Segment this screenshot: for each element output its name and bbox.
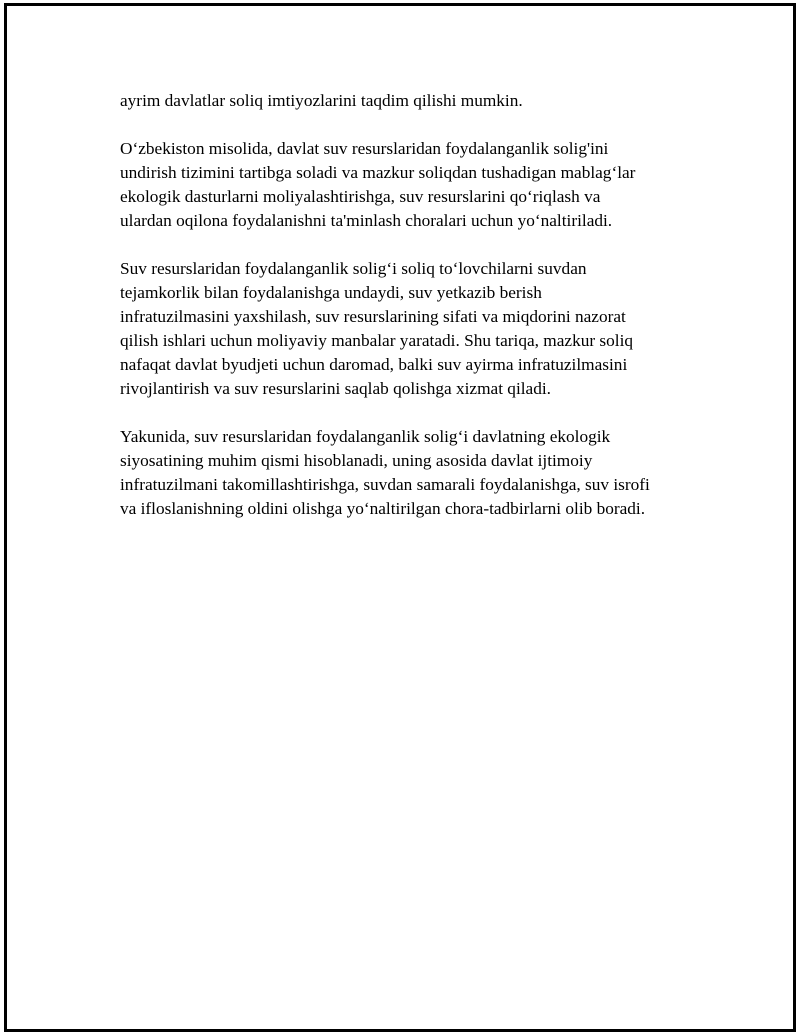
text-line: siyosatining muhim qismi hisoblanadi, uning asosida davlat ijtimoiy — [120, 451, 593, 470]
text-line: va ifloslanishning oldini olishga yo‘naltirilgan chora-tadbirlarni olib boradi. — [120, 499, 646, 518]
text-line: infratuzilmasini yaxshilash, suv resurslarining sifati va miqdorini nazorat — [120, 307, 626, 326]
text-line: O‘zbekiston misolida, davlat suv resurslaridan foydalanganlik solig'ini — [120, 139, 609, 158]
text-line: infratuzilmani takomillashtirishga, suvdan samarali foydalanishga, suv isrofi — [120, 475, 650, 494]
text-line: ayrim davlatlar soliq imtiyozlarini taqdim qilishi mumkin. — [120, 91, 523, 110]
text-line: ulardan oqilona foydalanishni ta'minlash choralari uchun yo‘naltiriladi. — [120, 211, 613, 230]
text-line: tejamkorlik bilan foydalanishga undaydi, suv yetkazib berish — [120, 283, 542, 302]
text-line: Suv resurslaridan foydalanganlik solig‘i soliq to‘lovchilarni suvdan — [120, 259, 587, 278]
paragraph-3 — [120, 257, 710, 401]
text-line: Yakunida, suv resurslaridan foydalanganlik solig‘i davlatning ekologik — [120, 427, 611, 446]
page-border — [4, 3, 796, 1032]
paragraph-4 — [120, 425, 710, 521]
text-line: nafaqat davlat byudjeti uchun daromad, balki suv ayirma infratuzilmasini — [120, 355, 628, 374]
paragraph-2 — [120, 137, 710, 233]
paragraph-1 — [120, 89, 710, 113]
text-line: ekologik dasturlarni moliyalashtirishga, suv resurslarini qo‘riqlash va — [120, 187, 601, 206]
text-line: undirish tizimini tartibga soladi va mazkur soliqdan tushadigan mablag‘lar — [120, 163, 636, 182]
text-line: rivojlantirish va suv resurslarini saqlab qolishga xizmat qiladi. — [120, 379, 551, 398]
document-body — [120, 89, 710, 545]
text-line: qilish ishlari uchun moliyaviy manbalar yaratadi. Shu tariqa, mazkur soliq — [120, 331, 634, 350]
